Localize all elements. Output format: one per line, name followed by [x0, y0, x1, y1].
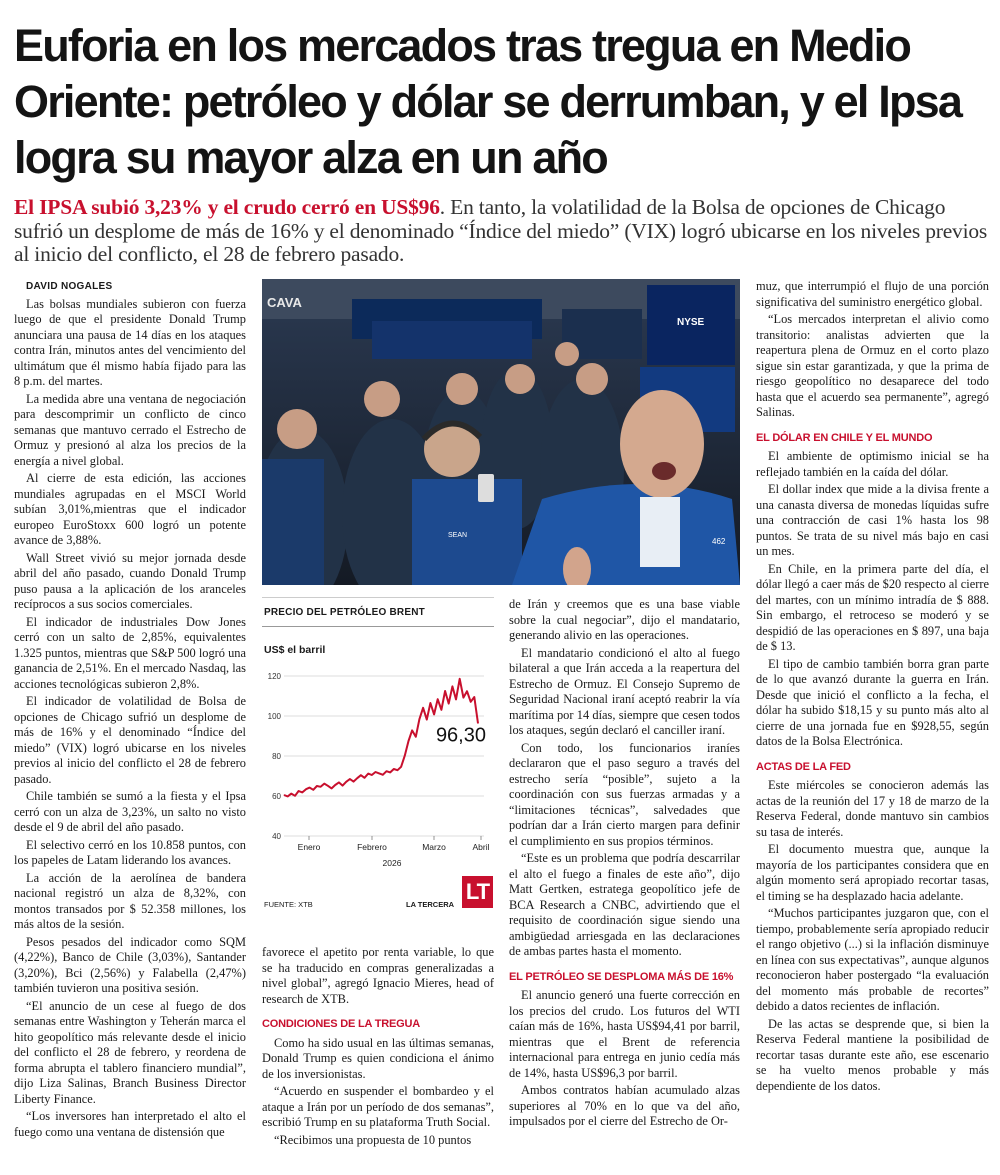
sign-nyse: NYSE — [677, 317, 705, 328]
data-point — [328, 785, 329, 786]
paragraph: El dollar index que mide a la divisa frente a una canasta diversa de monedas líquidas sufre una contracción de casi 1% hasta los 98 puntos. Se trata de su nivel más bajo en casi un mes. — [756, 482, 989, 558]
deck — [14, 196, 989, 267]
data-point — [459, 678, 460, 679]
data-point — [306, 789, 307, 790]
chart-divider — [262, 626, 494, 627]
subhead-fed: ACTAS DE LA FED — [756, 760, 851, 773]
x-tick-label: Enero — [297, 842, 321, 852]
column-3 — [509, 597, 740, 1132]
data-point — [452, 686, 453, 687]
badge-sean: SEAN — [448, 532, 468, 539]
last-value-label: 96,30 — [435, 724, 486, 747]
paragraph: Wall Street vivió su mejor jornada desde abril del año pasado, cuando Donald Trump puso pausa a la aplicación de los aranceles recíprocos a sus socios comerciales. — [14, 550, 246, 611]
x-axis-label: 2026 — [382, 858, 402, 868]
data-point — [339, 782, 340, 783]
data-point — [331, 788, 332, 789]
paragraph: Pesos pesados del indicador como SQM (4,22%), Banco de Chile (3,03%), Santander (3,20%), Bci (2,56%) y Falabella (2,47%) también tuvieron una positiva sesión. — [14, 934, 246, 995]
subhead-dolar: EL DÓLAR EN CHILE Y EL MUNDO — [756, 431, 933, 444]
y-tick-label: 80 — [272, 752, 281, 761]
data-point — [357, 778, 358, 779]
data-point — [302, 792, 303, 793]
paragraph: Como ha sido usual en las últimas semanas, Donald Trump es quien condiciona el ánimo de los inversionistas. — [262, 1035, 494, 1081]
paragraph: “Muchos participantes juzgaron que, con el tiempo, probablemente sería apropiado reducir el rango objetivo (...) si la inflación disminuye en línea con sus expectativas”, aunque algunos reconocieron haber postergado “la evaluación del momento más probable de recortes” debido a datos recientes de inflación. — [756, 906, 989, 1013]
data-point — [379, 773, 380, 774]
x-tick-label: Marzo — [422, 842, 446, 852]
paragraph: “Este es un problema que podría descarrilar el alto el fuego a finales de este año”, dijo Matt Gertken, estratega geopolítico jefe de BCA Research a CNBC, advirtiendo que el requisito de coordinación sigue siendo una ambigüedad arriesgada en las declaraciones de ambas partes hasta el momento. — [509, 851, 740, 958]
data-point — [419, 719, 420, 720]
subhead-petroleo: EL PETRÓLEO SE DESPLOMA MÁS DE 16% — [509, 970, 734, 983]
paragraph: En Chile, en la primera parte del día, el dólar llegó a caer más de $20 respecto al cierre del martes, con un mínimo intradía de $ 888. Sin embargo, el retroceso se moderó y se despidió de las operaciones en $ 897, una baja de $ 13. — [756, 561, 989, 653]
data-point — [474, 697, 475, 698]
data-point — [317, 786, 318, 787]
paragraph: de Irán y creemos que es una base viable sobre la cual negociar”, dijo el mandatario, generando alivio en las operaciones. — [509, 597, 740, 642]
paragraph: Al cierre de esta edición, las acciones mundiales agrupadas en el MSCI World subían 3,01%,mientras que el indicador europeo EuroStoxx 600 logró un potente avance de 3,88%. — [14, 471, 246, 547]
paragraph: “El anuncio de un cese al fuego de dos semanas entre Washington y Teherán marca el hito geopolítico más relevante desde el inicio del conflicto el 28 de febrero, y reordena de forma abrupta el tablero financiero mundial”, dijo Liza Salinas, Branch Business Director Liberty Finance. — [14, 998, 246, 1106]
brent-chart — [262, 597, 494, 916]
data-point — [467, 691, 468, 692]
y-tick-label: 60 — [272, 792, 281, 801]
paragraph: La medida abre una ventana de negociación para descomprimir un conflicto de cinco semanas que mantuvo cerrado el Estrecho de Ormuz y presionó al alza los precios de la energía a nivel global. — [14, 391, 246, 468]
sign-cava: CAVA — [267, 295, 302, 310]
data-point — [346, 781, 347, 782]
y-tick-label: 120 — [267, 672, 281, 681]
paragraph: “Acuerdo en suspender el bombardeo y el ataque a Irán por un período de dos semanas”, escribió Trump en su plataforma Truth Social. — [262, 1084, 494, 1129]
data-point — [320, 786, 321, 787]
paragraph: “Recibimos una propuesta de 10 puntos — [274, 1132, 472, 1147]
x-tick-label: Febrero — [357, 842, 387, 852]
data-point — [456, 699, 457, 700]
column-1 — [14, 279, 246, 1142]
data-point — [382, 774, 383, 775]
paragraph: Chile también se sumó a la fiesta y el Ipsa cerró con un alza de 3,23%, un salto no visto desde el 9 de abril del año pasado. — [14, 789, 246, 834]
y-tick-label: 40 — [272, 832, 281, 841]
paragraph: El indicador de industriales Dow Jones cerró con un salto de 2,85%, equivalentes 1.325 puntos, mientras que S&P 500 logró una ganancia de 2,51%. En el mercado Nasdaq, las acciones tecnológicas subieron 2,8%. — [14, 614, 246, 691]
photo-illustration — [262, 279, 740, 585]
data-point — [353, 781, 354, 782]
column-2 — [262, 945, 494, 1150]
data-point — [441, 709, 442, 710]
deck-lead: El IPSA subió 3,23% y el crudo cerró en US$96 — [14, 195, 440, 219]
data-point — [309, 787, 310, 788]
la-tercera-logo: LT — [462, 876, 493, 908]
paragraph: El indicador de volatilidad de Bolsa de opciones de Chicago sufrió un desplome de más de 16% y el denominado “Índice del miedo” (VIX) logró ubicarse en los niveles previos al inicio del conflicto el 28 de febrero pasado. — [14, 694, 246, 786]
data-point — [375, 772, 376, 773]
column-4 — [756, 279, 989, 1096]
paragraph: “Los inversores han interpretado el alto el fuego como una ventana de distensión que — [14, 1109, 246, 1139]
data-point — [368, 773, 369, 774]
data-point — [324, 783, 325, 784]
chart-source: FUENTE: XTB — [264, 900, 313, 909]
data-point — [361, 775, 362, 776]
y-tick-label: 100 — [267, 712, 281, 721]
deck-rest: . En tanto, la volatilidad de la Bolsa de opciones de Chicago sufrió un desplome de más de 16% y el denominado “Índice del miedo” (VIX) logró ubicarse en los niveles previos al inicio del conflicto, el 28 de febrero pasado. — [14, 195, 988, 266]
paragraph: El tipo de cambio también borra gran parte de lo que avanzó durante la guerra en Irán. Desde que inició el conflicto a la fecha, el dólar ha subido $18,15 y su punto más alto al cierre de una jornada fue en $928,55, según datos de la Bolsa Electrónica. — [756, 656, 989, 748]
data-point — [412, 730, 413, 731]
data-point — [430, 703, 431, 704]
data-point — [291, 793, 292, 794]
chart-title: PRECIO DEL PETRÓLEO BRENT — [264, 607, 425, 618]
data-point — [287, 796, 288, 797]
data-point — [408, 741, 409, 742]
data-point — [335, 785, 336, 786]
data-point — [437, 699, 438, 700]
x-tick-label: Abril — [472, 842, 490, 852]
headline: Euforia en los mercados tras tregua en Medio Oriente: petróleo y dólar se derrumban, y el Ipsa logra su mayor alza en un año — [14, 20, 962, 183]
data-point — [463, 697, 464, 698]
data-point — [295, 795, 296, 796]
badge-number: 462 — [712, 537, 726, 546]
paragraph: Ambos contratos habían acumulado alzas superiores al 70% en lo que va del año, impulsados por el cierre del Estrecho de Or- — [509, 1083, 740, 1128]
paragraph: El documento muestra que, aunque la mayoría de los participantes considera que en algún momento será apropiado recortar tasas, el timing se ha desplazado hacia adelante. — [756, 842, 989, 903]
data-point — [313, 789, 314, 790]
data-point — [298, 791, 299, 792]
paragraph: El mandatario condicionó el alto al fuego bilateral a que Irán acceda a la reapertura del Estrecho de Ormuz. El Consejo Supremo de Seguridad Nacional iraní aceptó reabrir la vía marítima por 14 días, siempre que cesen todos los ataques, según declaró el canciller iraní. — [509, 645, 740, 737]
chart-publisher: LA TERCERA — [406, 900, 455, 909]
data-point — [470, 701, 471, 702]
paragraph: De las actas se desprende que, si bien la Reserva Federal mantiene la posibilidad de recortar tasas durante este año, ese escenario se ha vuelto menos probable y más dependiente de los datos. — [756, 1016, 989, 1093]
data-point — [397, 770, 398, 771]
data-point — [423, 707, 424, 708]
data-point — [445, 691, 446, 692]
data-point — [401, 766, 402, 767]
chart-plot — [262, 658, 494, 883]
data-point — [426, 719, 427, 720]
subhead-tregua: CONDICIONES DE LA TREGUA — [262, 1018, 420, 1030]
data-point — [448, 703, 449, 704]
paragraph: Con todo, los funcionarios iraníes declararon que el paso seguro a través del estrecho sería “posible”, sujeto a la coordinación con sus fuerzas armadas y a “limitaciones técnicas”, salvedades que podrían dar a Irán cierto margen para definir el cumplimiento en sus propios términos. — [509, 740, 740, 848]
data-point — [342, 785, 343, 786]
data-point — [390, 772, 391, 773]
paragraph: Este miércoles se conocieron además las actas de la reunión del 17 y 18 de marzo de la Reserva Federal, donde mantuvo sin cambios su tasa de interés. — [756, 778, 989, 839]
data-point — [350, 779, 351, 780]
data-point — [364, 777, 365, 778]
data-point — [434, 714, 435, 715]
data-point — [284, 795, 285, 796]
trading-floor-photo — [262, 279, 740, 585]
paragraph: La acción de la aerolínea de bandera nacional registró un alza de 8,32%, con montos transados por $ 52.358 millones, los más altos de la sesión. — [14, 870, 246, 931]
paragraph: Las bolsas mundiales subieron con fuerza luego de que el presidente Donald Trump anunciara una pausa de 14 días en los ataques contra Irán, minutos antes del vencimiento del ultimátum que él mismo había fijado para las 8 p.m. del martes. — [14, 296, 246, 388]
paragraph: muz, que interrumpió el flujo de una porción significativa del suministro energético global. — [756, 279, 989, 309]
data-point — [386, 771, 387, 772]
data-point — [415, 736, 416, 737]
data-point — [404, 755, 405, 756]
data-point — [393, 769, 394, 770]
chart-y-label: US$ el barril — [264, 644, 326, 656]
paragraph: El selectivo cerró en los 10.858 puntos, con los papeles de Latam liderando los avances. — [14, 837, 246, 867]
data-point — [371, 775, 372, 776]
paragraph: El anuncio generó una fuerte corrección en los precios del crudo. Los futuros del WTI caían más de 16%, hasta US$94,41 por barril, mientras que el Brent de referencia internacional para entrega en junio cedía más de 14%, hasta US$96,3 por barril. — [509, 988, 740, 1080]
byline: DAVID NOGALES — [26, 281, 113, 292]
paragraph: favorece el apetito por renta variable, lo que se ha traducido en compras generalizadas a nivel global”, agregó Ignacio Mieres, head of research de XTB. — [262, 945, 494, 1006]
paragraph: “Los mercados interpretan el alivio como transitorio: analistas advierten que la reapertura plena de Ormuz en el corto plazo sigue sin estar garantizada, y que la prima de riesgo geopolítico no desaparece del todo hasta que el acuerdo sea permanente”, agregó Salinas. — [756, 312, 989, 419]
paragraph: El ambiente de optimismo inicial se ha reflejado también en la caída del dólar. — [756, 449, 989, 479]
